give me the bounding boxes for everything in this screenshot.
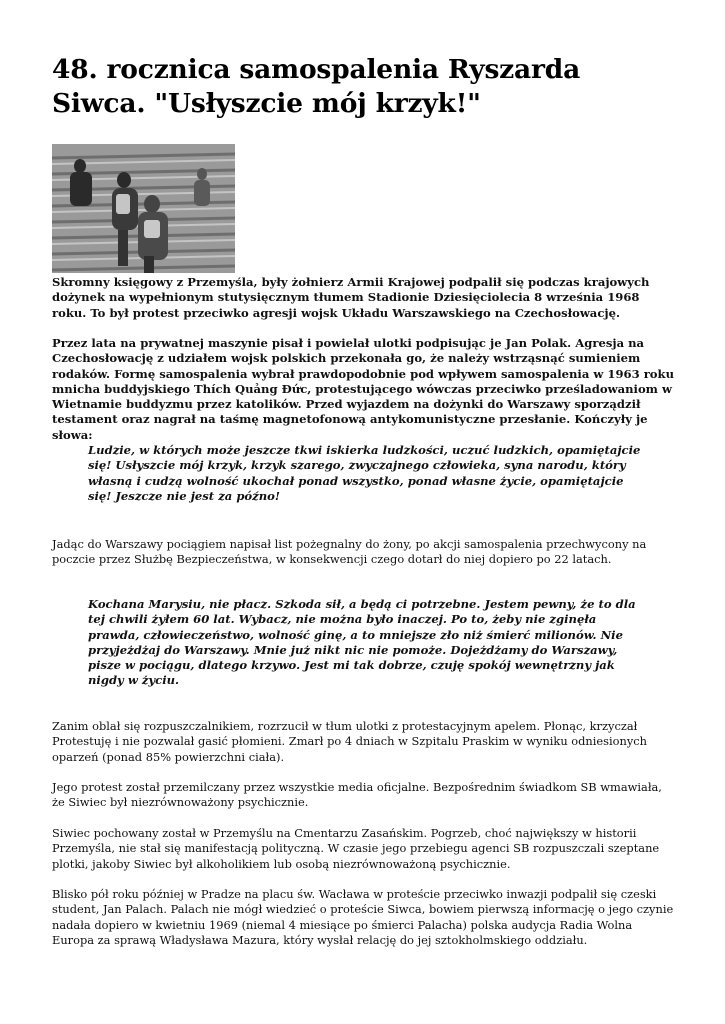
lead-paragraph-2: Przez lata na prywatnej maszynie pisał i powielał ulotki podpisując je Jan Polak. Agresja na Czechosłowację z udziałem wojsk polskich przekonała go, że należy wstrząsnąć sumieniem rodaków. Formę samospalenia wybrał prawdopodobnie pod wpływem samospalenia w 1963 roku mnicha buddyjskiego Thích Quảng Đức, protestującego wówczas przeciwko prześladowaniom w Wietnamie buddyzmu przez katolików. Przed wyjazdem na dożynki do Warszawy sporządził testament oraz nagrał na taśmę magnetofonową antykomunistyczne przesłanie. Kończyły je słowa: (52, 336, 674, 442)
paragraph-jan-palach: Blisko pół roku później w Pradze na placu św. Wacława w proteście przeciwko inwazji podpalił się czeski student, Jan Palach. Palach nie mógł wiedzieć o proteście Siwca, bowiem pierwszą informację o jego czynie nadała dopiero w kwietniu 1969 (niemal 4 miesiące po śmierci Palacha) polska audycja Radia Wolna Europa za sprawą Władysława Mazura, który wysłał relację do jej sztokholmskiego oddziału. (52, 887, 674, 947)
paragraph-funeral: Siwiec pochowany został w Przemyślu na Cmentarzu Zasańskim. Pogrzeb, choć największy w historii Przemyśla, nie stał się manifestacją polityczną. W czasie jego przebiegu agenci SB rozpuszczali szeptane plotki, jakoby Siwiec był alkoholikiem lub osobą niezrównoważoną psychicznie. (52, 826, 660, 871)
paragraph-self-immolation: Zanim oblał się rozpuszczalnikiem, rozrzucił w tłum ulotki z protestacyjnym apelem. Płonąc, krzyczał Protestuję i nie pozwalał gasić płomieni. Zmarł po 4 dniach w Szpitalu Praskim w wyniku odniesionych oparzeń (ponad 85% powierzchni ciała). (52, 719, 647, 764)
article-title: 48. rocznica samospalenia Ryszarda Siwca. "Usłyszcie mój krzyk!" (52, 54, 581, 119)
quote-letter: Kochana Marysiu, nie płacz. Szkoda sił, a będą ci potrzebne. Jestem pewny, że to dla tej chwili żyłem 60 lat. Wybacz, nie można było inaczej. Po to, żeby nie zginęła prawda, człowieczeństwo, wolność ginę, a to mniejsze zło niż śmierć milionów. Nie przyjeżdżaj do Warszawy. Mnie już nikt nic nie pomoże. Dojeżdżamy do Warszawy, pisze w pociągu, dlatego krzywo. Jest mi tak dobrze, czuję spokój wewnętrzny jak nigdy w życiu. (88, 597, 636, 688)
article-photo (52, 144, 235, 273)
photo-crowd-stadium-icon (52, 144, 235, 273)
paragraph-farewell-letter: Jadąc do Warszawy pociągiem napisał list pożegnalny do żony, po akcji samospalenia przechwycony na poczcie przez Służbę Bezpieczeństwa, w konsekwencji czego dotarł do niej dopiero po 22 latach. (52, 537, 647, 567)
quote-testament: Ludzie, w których może jeszcze tkwi iskierka ludzkości, uczuć ludzkich, opamiętajcie się! Usłyszcie mój krzyk, krzyk szarego, zwyczajnego człowieka, syna narodu, który własną i cudzą wolność ukochał ponad wszystko, ponad własne życie, opamiętajcie się! Jeszcze nie jest za późno! (88, 443, 641, 503)
paragraph-media-silence: Jego protest został przemilczany przez wszystkie media oficjalne. Bezpośrednim świadkom SB wmawiała, że Siwiec był niezrównoważony psychicznie. (52, 780, 662, 810)
lead-paragraph-1: Skromny księgowy z Przemyśla, były żołnierz Armii Krajowej podpalił się podczas krajowych dożynek na wypełnionym stutysięcznym tłumem Stadionie Dziesięciolecia 8 września 1968 roku. To był protest przeciwko agresji wojsk Układu Warszawskiego na Czechosłowację. (52, 275, 650, 320)
